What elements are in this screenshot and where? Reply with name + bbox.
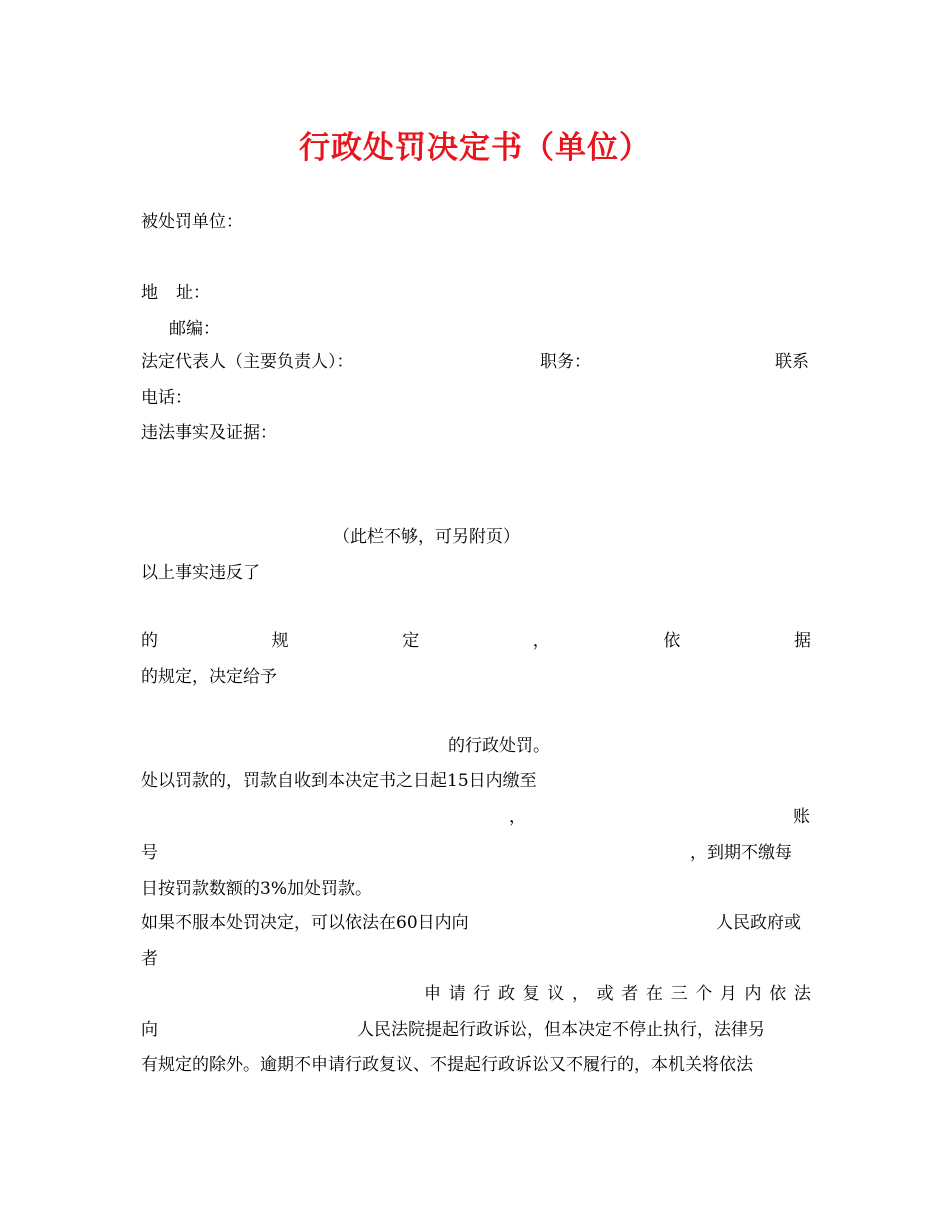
review-char: 个 (695, 984, 713, 1004)
contact-label-part1: 联系 (775, 352, 809, 372)
phone-label: 电话： (141, 388, 192, 408)
people-government-text: 人民政府或 (716, 913, 801, 933)
review-char: 议 (547, 984, 565, 1004)
review-char: 政 (497, 984, 515, 1004)
review-char: 行 (473, 984, 491, 1004)
review-char: 请 (448, 984, 466, 1004)
decision-text: 的规定，决定给予 (141, 667, 277, 687)
postcode-label: 邮编： (169, 319, 220, 339)
review-char: 复 (522, 984, 540, 1004)
review-char: 三 (670, 984, 688, 1004)
document-title: 行政处罚决定书（单位） (299, 130, 651, 166)
appeal-text: 如果不服本处罚决定，可以依法在60日内向 (141, 913, 469, 933)
legal-representative-label: 法定代表人（主要负责人）： (141, 352, 354, 372)
comma-mark: ， (509, 807, 526, 827)
provisions-char: 定 (402, 631, 420, 651)
address-label-part2: 址： (176, 283, 210, 303)
attachment-note: （此栏不够，可另附页） (333, 527, 520, 547)
fine-payment-text: 处以罚款的，罚款自收到本决定书之日起15日内缴至 (141, 771, 537, 791)
review-char: 月 (719, 984, 737, 1004)
overdue-text: ，到期不缴每 (690, 843, 792, 863)
review-char: 申 (424, 984, 441, 1004)
provisions-char: 的 (141, 631, 158, 651)
review-char: 或 (596, 984, 614, 1004)
review-row (424, 983, 811, 1005)
review-char: ， (571, 984, 589, 1004)
address-label-part1: 地 (141, 283, 158, 303)
final-clause-text: 有规定的除外。逾期不申请行政复议、不提起行政诉讼又不履行的，本机关将依法 (141, 1055, 753, 1075)
review-char: 内 (744, 984, 762, 1004)
provisions-row (141, 630, 811, 652)
facts-evidence-label: 违法事实及证据： (141, 423, 277, 443)
provisions-char: ， (532, 631, 550, 651)
violated-text: 以上事实违反了 (141, 563, 260, 583)
court-text: 人民法院提起行政诉讼，但本决定不停止执行，法律另 (357, 1020, 765, 1040)
to-text: 向 (141, 1020, 158, 1040)
review-char: 法 (793, 984, 811, 1004)
account-label-part1: 账 (793, 807, 810, 827)
punished-unit-label: 被处罚单位： (141, 212, 243, 232)
provisions-char: 依 (663, 631, 681, 651)
surcharge-text: 日按罚款数额的3%加处罚款。 (141, 879, 372, 899)
review-char: 依 (769, 984, 787, 1004)
provisions-char: 据 (793, 631, 811, 651)
account-label-part2: 号 (141, 843, 158, 863)
penalty-text: 的行政处罚。 (448, 736, 550, 756)
provisions-char: 规 (271, 631, 289, 651)
review-char: 在 (645, 984, 663, 1004)
or-text: 者 (141, 949, 158, 969)
review-char: 者 (621, 984, 639, 1004)
position-label: 职务： (540, 352, 591, 372)
